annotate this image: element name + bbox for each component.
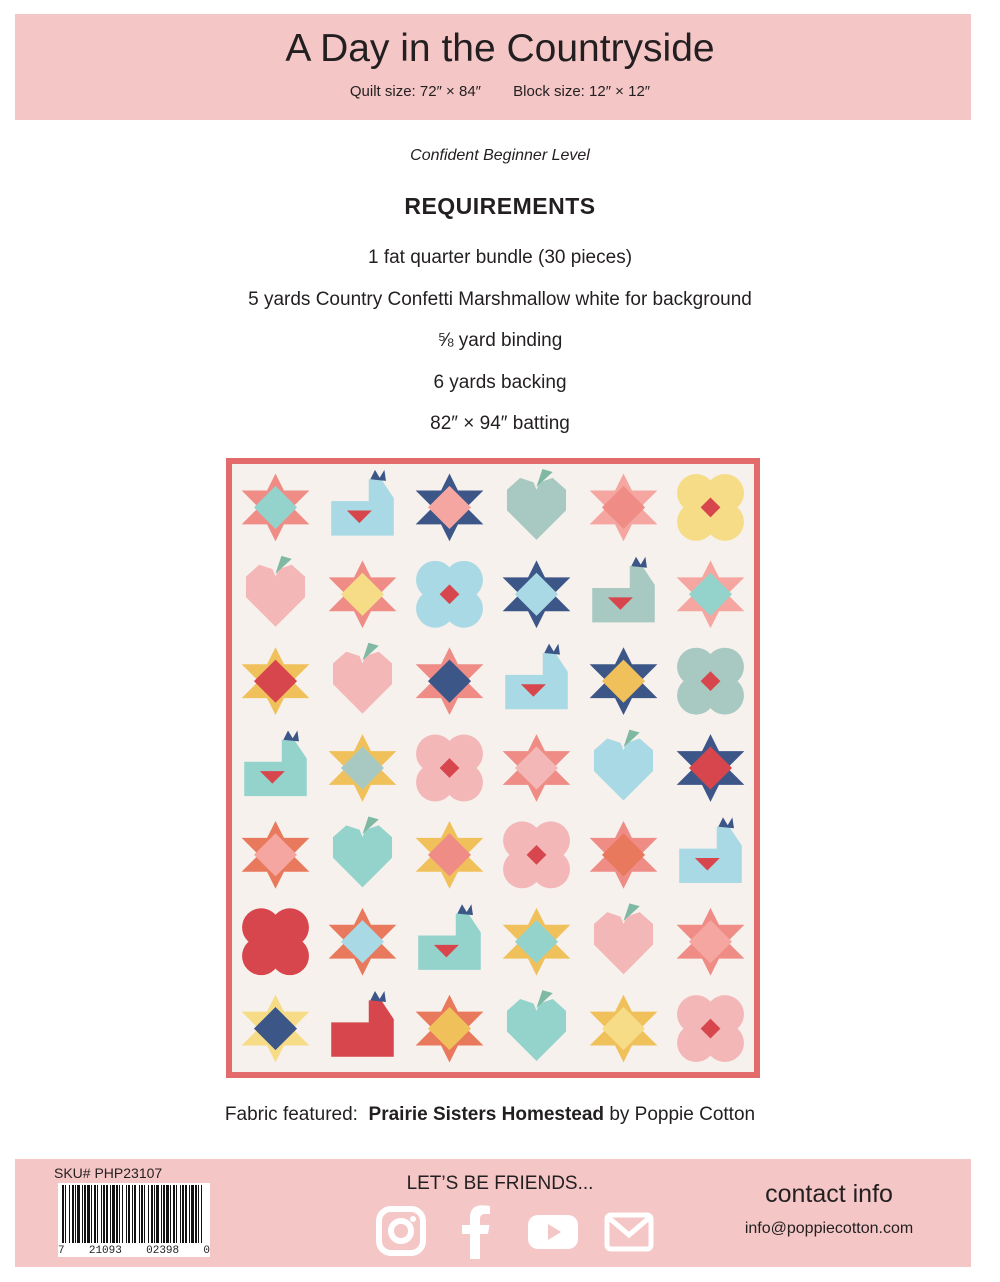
barcode-icon (58, 1183, 210, 1245)
quilt-background (232, 464, 754, 1072)
quilt-image (226, 458, 760, 1078)
youtube-icon[interactable] (528, 1203, 578, 1259)
barcode-number (58, 1245, 210, 1257)
contact-email[interactable]: info@poppiecotton.com (744, 1220, 914, 1237)
requirements-list (0, 245, 1000, 453)
requirement-item: ⅝ yard binding (437, 330, 563, 351)
size-info (0, 82, 1000, 102)
friends-label: LET’S BE FRIENDS... (406, 1173, 594, 1194)
requirement-item: 1 fat quarter bundle (30 pieces) (367, 247, 633, 268)
fabric-suffix: by Poppie Cotton (609, 1104, 756, 1125)
barcode-digit: 21093 (88, 1245, 122, 1257)
barcode-digit: 0 (203, 1245, 210, 1257)
barcode-digit: 7 (58, 1245, 65, 1257)
fabric-prefix: Fabric featured: (224, 1104, 358, 1125)
social-links (376, 1203, 654, 1259)
fabric-featured (0, 1104, 980, 1126)
requirements-heading: REQUIREMENTS (404, 193, 596, 219)
requirement-item: 6 yards backing (433, 371, 567, 393)
skill-level: Confident Beginner Level (410, 147, 590, 164)
facebook-icon[interactable] (452, 1203, 502, 1259)
block-size: Block size: 12″ × 12″ (513, 83, 651, 100)
quilt-illustration (232, 464, 754, 1072)
requirement-item: 5 yards Country Confetti Marshmallow white for background (248, 288, 752, 310)
fabric-collection: Prairie Sisters Homestead (368, 1104, 605, 1125)
quilt-size: Quilt size: 72″ × 84″ (349, 83, 481, 100)
email-icon[interactable] (604, 1203, 654, 1259)
requirement-item: 82″ × 94″ batting (430, 413, 570, 434)
barcode-digit: 02398 (146, 1245, 180, 1257)
instagram-icon[interactable] (376, 1203, 426, 1259)
page-title: A Day in the Countryside (285, 27, 715, 70)
sku-label: SKU# PHP23107 (54, 1165, 163, 1181)
contact-heading: contact info (765, 1180, 893, 1208)
